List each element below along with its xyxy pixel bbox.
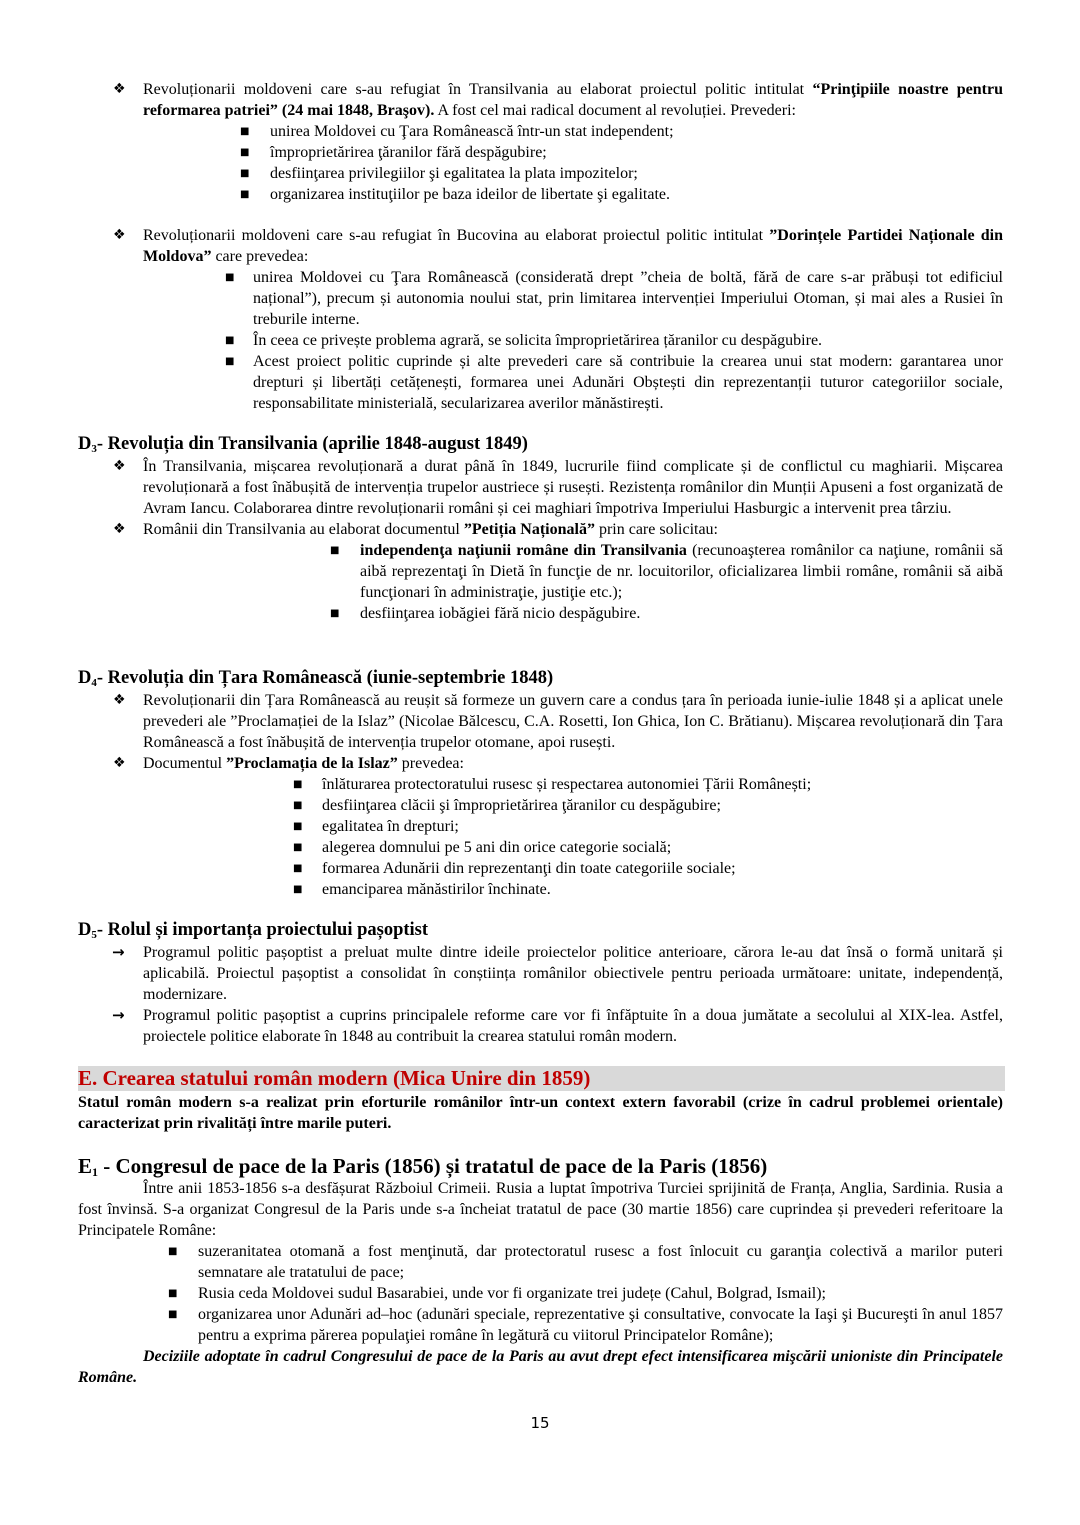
text: (recunoaşterea românilor ca naţiune, românii să aibă reprezentaţi în Dietă în funcţie de nr. locuitorilor, oficializarea limbii române, românii să aibă funcţionari în administraţie, justiţie etc.); [360,542,1004,601]
heading-subscript: 5 [91,929,97,941]
square-bullet-icon: ■ [240,147,250,158]
diamond-bullet-icon: ❖ [113,755,126,771]
square-bullet-icon: ■ [240,189,250,200]
text: Revoluționarii moldoveni care s-au refugiat în Bucovina au elaborat proiectul politic intitulat [143,227,770,244]
square-bullet-icon: ■ [225,356,235,367]
square-bullet-icon: ■ [293,842,303,853]
square-bullet-icon: ■ [293,884,303,895]
diamond-bullet-icon: ❖ [113,458,126,474]
paragraph: Între anii 1853-1856 s-a desfășurat Războiul Crimeii. Rusia a luptat împotriva Turciei sprijinită de Franța, Anglia, Sardinia. Rusia a fost învinsă. S-a organizat Congresul de la Paris unde s-a încheiat tratatul de pace (30 martie 1856) care cuprindea și prevederi referitoare la Principatele Române: [78,1180,1003,1239]
heading-letter: D [78,920,92,940]
bold-text: independenţa naţiunii române din Transilvania [360,542,687,559]
text: prevedea: [397,755,464,772]
square-bullet-icon: ■ [293,800,303,811]
text: Documentul [143,755,227,772]
heading-subscript: 3 [91,443,97,455]
page-number: 15 [530,1414,550,1432]
list-item: înlăturarea protectoratului rusesc și respectarea autonomiei Țării Românești; [322,776,812,793]
section-d3 [78,433,1003,624]
section-d5 [78,919,1003,1047]
list-item: suzeranitatea otomană a fost menţinută, dar protectoratul rusesc a fost înlocuit cu garanţia colectivă a marilor puteri semnatare ale tratatului de pace; [198,1243,1003,1281]
square-bullet-icon: ■ [168,1309,178,1320]
list-item: În ceea ce privește problema agrară, se solicita împroprietărirea țăranilor cu despăgubire. [253,332,823,349]
paragraph: Revoluționarii din Țara Românească au reușit să formeze un guvern care a condus țara în perioada iunie-iulie 1848 și a aplicat unele prevederi ale ”Proclamației de la Islaz” (Nicolae Bălcescu, C.A. Rosetti, Ion Ghica, Ion C. Brătianu). Mișcarea revoluționară din Țara Românească a fost înăbușită de intervenția trupelor otomane, apoi rusești. [143,692,1003,751]
heading-letter: D [78,434,92,454]
chapter-heading: E. Crearea statului român modern (Mica Unire din 1859) [78,1066,1005,1091]
diamond-bullet-icon: ❖ [113,521,126,537]
arrow-bullet-icon: → [112,1006,125,1024]
document-title: ”Petiția Națională” [463,521,595,538]
chapter-intro: Statul român modern s-a realizat prin eforturile românilor într-un context extern favorabil (crize în cadrul problemei orientale) caracterizat prin rivalități între marile puteri. [78,1094,1003,1132]
list-item: emanciparea mănăstirilor închinate. [322,881,551,898]
list-item: desfiinţarea clăcii şi împroprietărirea ţăranilor cu despăgubire; [322,797,721,814]
heading-subscript: 4 [91,677,97,689]
section-heading [78,433,1003,455]
paragraph: Programul politic pașoptist a preluat multe dintre ideile proiectelor politice anterioare, cărora le-au dat însă o formă unitară și aplicabilă. Proiectul pașoptist a consolidat în conștiința românilor obiectivele pentru perioada următoare: unitate, independență, modernizare. [143,944,1003,1003]
list-item: egalitatea în drepturi; [322,818,459,835]
list-item: împroprietărirea ţăranilor fără despăgubire; [270,144,547,161]
section-e1 [78,1154,1003,1388]
square-bullet-icon: ■ [240,168,250,179]
diamond-bullet-icon: ❖ [113,227,126,243]
list-item: Acest proiect politic cuprinde și alte prevederi care să contribuie la crearea unui stat modern: garantarea unor drepturi și libertăți cetățenești, formarea unei Adunări Obștești din reprezentanții tuturor categoriilor sociale, responsabilitate ministerială, secularizarea averilor mănăstirești. [253,353,1003,412]
heading-text: - Rolul și importanța proiectului pașoptist [96,920,429,940]
document-title: ”Proclamația de la Islaz” [226,755,398,772]
list-item: desfiinţarea iobăgiei fără nicio despăgubire. [360,605,641,622]
text: Revoluționarii moldoveni care s-au refugiat în Transilvania au elaborat proiectul politic intitulat [143,81,813,98]
square-bullet-icon: ■ [225,335,235,346]
paragraph [143,225,1003,267]
section-dorintele [78,225,1003,414]
text: prin care solicitau: [594,521,718,538]
section-heading [78,1154,1003,1178]
paragraph: În Transilvania, mișcarea revoluționară a durat până în 1849, lucrurile fiind complicate și de conflictul cu maghiarii. Mișcarea revoluționară a fost înăbușită de intervenția trupelor austriece și rusești. Rezistența românilor din Munții Apuseni a fost organizată de Avram Iancu. Colaborarea dintre revoluționarii români și cei maghiari împotriva Imperiului Hasburgic a intervenit prea târziu. [143,458,1003,517]
square-bullet-icon: ■ [293,821,303,832]
square-bullet-icon: ■ [168,1288,178,1299]
list-item: organizarea unor Adunări ad–hoc (adunări speciale, reprezentative şi consultative, convocate la Iaşi şi Bucureşti în anul 1857 pentru a exprima părerea populaţiei române în legătură cu viitorul Principatelor Române); [198,1306,1003,1344]
square-bullet-icon: ■ [330,608,340,619]
arrow-bullet-icon: → [112,943,125,961]
list-item: Rusia ceda Moldovei sudul Basarabiei, unde vor fi organizate trei județe (Cahul, Bolgrad, Ismail); [198,1285,826,1302]
square-bullet-icon: ■ [330,545,340,556]
paragraph [143,519,1003,540]
conclusion: Deciziile adoptate în cadrul Congresului de pace de la Paris au avut drept efect intensificarea mişcării unioniste din Principatele Române. [78,1348,1003,1386]
section-principiile [78,79,1003,205]
list-item: unirea Moldovei cu Ţara Românească într-un stat independent; [270,123,674,140]
list-item: desfiinţarea privilegiilor şi egalitatea la plata impozitelor; [270,165,638,182]
paragraph [143,79,1003,121]
diamond-bullet-icon: ❖ [113,81,126,97]
section-d4 [78,667,1003,900]
list-item: unirea Moldovei cu Ţara Românească (considerată drept ”cheia de boltă, fără de care s-ar prăbuși tot edificiul național”), precum și autonomia noului stat, prin limitarea intervenției Imperiului Otoman, și mai ales a Rusiei în treburile interne. [253,269,1003,328]
list-item: alegerea domnului pe 5 ani din orice categorie socială; [322,839,672,856]
square-bullet-icon: ■ [240,126,250,137]
square-bullet-icon: ■ [293,779,303,790]
heading-subscript: 1 [92,1165,99,1179]
text: A fost cel mai radical document al revoluției. Prevederi: [434,102,796,119]
document-title: “Prinţipiile noastre pentru reformarea patriei” (24 mai 1848, Braşov). [143,81,1003,119]
list-item [360,540,1003,603]
heading-letter: E [78,1154,93,1178]
heading-text: - Revoluția din Transilvania (aprilie 1848-august 1849) [96,434,528,454]
square-bullet-icon: ■ [293,863,303,874]
paragraph [143,753,1003,774]
section-heading [78,919,1003,941]
heading-text: - Revoluția din Țara Românească (iunie-septembrie 1848) [96,668,554,688]
heading-text: - Congresul de pace de la Paris (1856) și tratatul de pace de la Paris (1856) [98,1154,768,1178]
list-item: formarea Adunării din reprezentanţi din toate categoriile sociale; [322,860,736,877]
diamond-bullet-icon: ❖ [113,692,126,708]
text: Românii din Transilvania au elaborat documentul [143,521,464,538]
heading-letter: D [78,668,92,688]
paragraph: Programul politic pașoptist a cuprins principalele reforme care vor fi înfăptuite în a doua jumătate a secolului al XIX-lea. Astfel, proiectele politice elaborate în 1848 au contribuit la crearea statului român modern. [143,1007,1003,1045]
list-item: organizarea instituţiilor pe baza ideilor de libertate şi egalitate. [270,186,670,203]
text: care prevedea: [211,248,309,265]
square-bullet-icon: ■ [225,272,235,283]
document-title: ”Dorințele Partidei Naționale din Moldova” [143,227,1003,265]
square-bullet-icon: ■ [168,1246,178,1257]
section-heading [78,667,1003,689]
